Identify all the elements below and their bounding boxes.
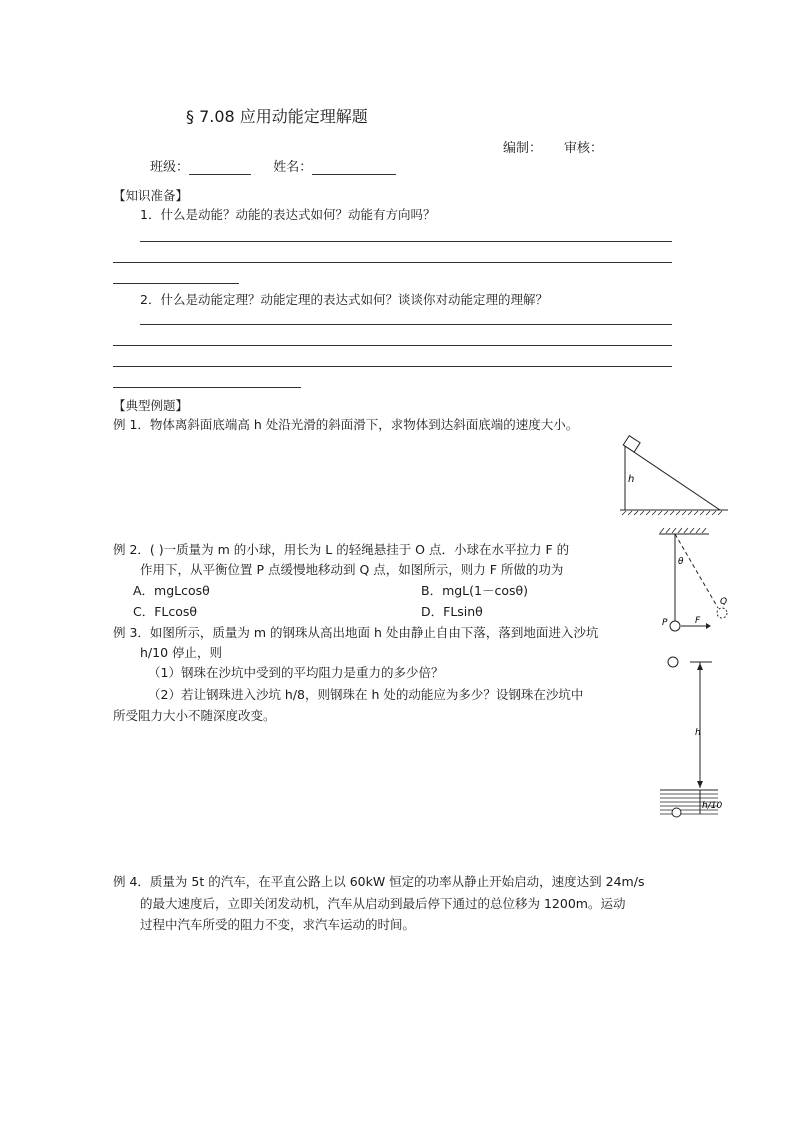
ball-q-icon — [717, 608, 727, 618]
example-1-text: 例 1．物体离斜面底端高 h 处沿光滑的斜面滑下，求物体到达斜面底端的速度大小。 — [113, 417, 579, 432]
student-info-line — [150, 156, 396, 175]
example-3-sub-1: （1）钢珠在沙坑中受到的平均阻力是重力的多少倍？ — [148, 665, 444, 680]
knowledge-heading: 【知识准备】 — [113, 188, 189, 203]
answer-line[interactable] — [113, 366, 672, 367]
drop-diagram — [660, 652, 732, 832]
answer-line[interactable] — [140, 324, 672, 325]
page-title: § 7.08 应用动能定理解题 — [186, 107, 368, 126]
answer-line[interactable] — [113, 345, 672, 346]
examples-heading: 【典型例题】 — [113, 398, 189, 413]
reviewer-label: 审核： — [564, 141, 604, 156]
block-icon — [623, 436, 640, 452]
example-4-line-2: 的最大速度后，立即关闭发动机，汽车从启动到最后停下通过的总位移为 1200m。运动 — [140, 896, 626, 911]
answer-line[interactable] — [140, 241, 672, 242]
name-blank[interactable] — [312, 160, 396, 175]
option-c[interactable]: C．FLcosθ — [133, 604, 198, 619]
point-p-label: P — [662, 618, 668, 628]
example-4-line-3: 过程中汽车所受的阻力不变，求汽车运动的时间。 — [140, 917, 416, 932]
class-label: 班级： — [150, 160, 190, 175]
example-4-line-1: 例 4．质量为 5t 的汽车，在平直公路上以 60kW 恒定的功率从静止开始启动，速度达到 24m/s — [113, 874, 645, 889]
point-q-label: Q — [720, 597, 728, 607]
answer-line[interactable] — [113, 283, 239, 284]
option-d[interactable]: D．FLsinθ — [421, 604, 483, 619]
force-f-label: F — [695, 616, 701, 626]
example-2-line-2: 作用下，从平衡位置 P 点缓慢地移动到 Q 点，如图所示，则力 F 所做的功为 — [140, 562, 564, 577]
editor-reviewer-line — [503, 137, 603, 156]
editor-label: 编制： — [503, 141, 543, 156]
example-3-line-3: 所受阻力大小不随深度改变。 — [113, 708, 276, 723]
incline-h-label: h — [628, 474, 635, 485]
option-b[interactable]: B．mgL(1－cosθ) — [421, 583, 529, 598]
depth-label: h/10 — [702, 801, 723, 811]
class-blank[interactable] — [189, 160, 251, 175]
name-label: 姓名： — [273, 160, 313, 175]
answer-line[interactable] — [113, 387, 301, 388]
example-3-line-2: h/10 停止，则 — [140, 645, 223, 660]
steel-ball-icon — [668, 657, 678, 667]
buried-ball-icon — [672, 808, 681, 817]
option-a[interactable]: A．mgLcosθ — [133, 583, 210, 598]
pendulum-diagram — [654, 528, 734, 638]
knowledge-question-2: 2．什么是动能定理？动能定理的表达式如何？谈谈你对动能定理的理解？ — [140, 292, 548, 307]
knowledge-question-1: 1．什么是动能？动能的表达式如何？动能有方向吗？ — [140, 207, 436, 222]
theta-label: θ — [678, 557, 684, 567]
example-3-line-1: 例 3．如图所示，质量为 m 的钢珠从高出地面 h 处由静止自由下落，落到地面进入沙坑 — [113, 625, 599, 640]
example-2-line-1: 例 2．( )一质量为 m 的小球，用长为 L 的轻绳悬挂于 O 点．小球在水平拉力 F 的 — [113, 542, 570, 557]
incline-diagram — [620, 436, 728, 518]
example-3-sub-2: （2）若让钢珠进入沙坑 h/8，则钢珠在 h 处的动能应为多少？设钢珠在沙坑中 — [148, 687, 584, 702]
answer-line[interactable] — [113, 262, 672, 263]
height-h-label: h — [695, 728, 701, 738]
ball-p-icon — [670, 621, 680, 631]
